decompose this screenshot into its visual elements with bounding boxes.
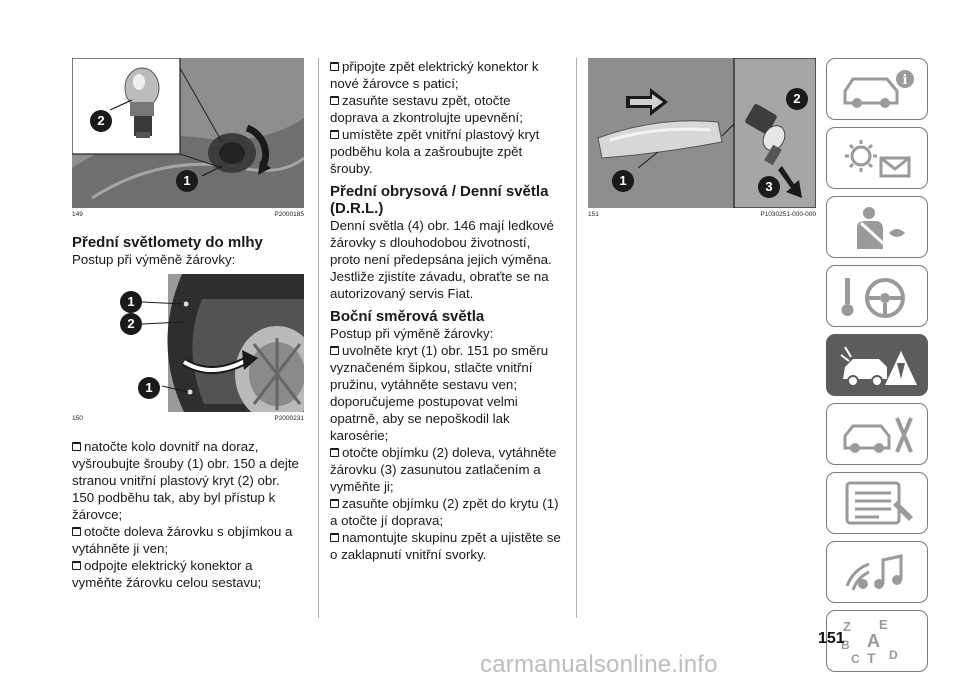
svg-text:i: i: [902, 73, 908, 88]
technical-data-icon: [839, 481, 919, 527]
list-item: umístěte zpět vnitřní plastový kryt podběhu kola a zašroubujte zpět šrouby.: [330, 127, 540, 176]
nav-tab-technical-data[interactable]: [826, 472, 928, 534]
column-divider: [576, 58, 577, 618]
checkbox-bullet-icon: [330, 346, 339, 355]
section-heading-side-indicators: Boční směrová světla: [330, 308, 485, 325]
nav-tab-emergency[interactable]: [826, 334, 928, 396]
list-item: namontujte skupinu zpět a ujistěte se o zaklapnutí vnitřní svorky.: [330, 530, 561, 562]
callout-3: 3: [758, 176, 780, 198]
section-heading-drl: Přední obrysová / Denní světla (D.R.L.): [330, 183, 549, 217]
seat-belt-safety-icon: [839, 205, 919, 251]
figure-code: P2000231: [274, 415, 304, 422]
list-item: odpojte elektrický konektor a vyměňte žárovku celou sestavu;: [72, 558, 262, 590]
page-number: 151: [818, 630, 845, 647]
checkbox-bullet-icon: [72, 527, 81, 536]
nav-tab-warning-lights[interactable]: [826, 127, 928, 189]
list-item: natočte kolo dovnitř na doraz, vyšroubujte šrouby (1) obr. 150 a dejte stranou vnitřní plastový kryt (2) obr. 150 podběhu tak, aby byl přístup k žárovce;: [72, 439, 299, 522]
callout-2: 2: [786, 88, 808, 110]
multimedia-icon: [839, 550, 919, 596]
checkbox-bullet-icon: [330, 130, 339, 139]
index-letter-z: Z: [843, 619, 851, 634]
figure-151-side-indicator: [588, 58, 816, 208]
checkbox-bullet-icon: [330, 533, 339, 542]
figure-150-caption: [72, 415, 304, 422]
column-divider: [318, 58, 319, 618]
index-icon: [839, 619, 919, 665]
bullet-list: [72, 438, 304, 591]
callout-1-bottom: 1: [138, 377, 160, 399]
callout-2: 2: [120, 313, 142, 335]
list-item: otočte objímku (2) doleva, vytáhněte žárovku (3) zasunutou zatlačením a vyměňte ji;: [330, 445, 557, 494]
callout-1-top: 1: [120, 291, 142, 313]
index-letter-t: T: [867, 650, 876, 665]
chapter-nav: [826, 58, 930, 679]
column-2: [330, 58, 562, 563]
list-item: zasuňte sestavu zpět, otočte doprava a zkontrolujte upevnění;: [330, 93, 523, 125]
nav-tab-safety[interactable]: [826, 196, 928, 258]
nav-tab-maintenance[interactable]: [826, 403, 928, 465]
index-letter-a: A: [867, 631, 880, 651]
checkbox-bullet-icon: [330, 448, 339, 457]
index-letter-b: B: [841, 638, 850, 652]
checkbox-bullet-icon: [330, 499, 339, 508]
procedure-intro: Postup při výměně žárovky:: [330, 326, 494, 341]
callout-1: 1: [176, 170, 198, 192]
figure-150-wheel-arch: [72, 274, 304, 412]
list-item: otočte doleva žárovku s objímkou a vytáhněte ji ven;: [72, 524, 293, 556]
figure-label: 150: [72, 415, 83, 422]
car-maintenance-icon: [839, 412, 919, 458]
index-letter-d: D: [889, 648, 898, 662]
checkbox-bullet-icon: [330, 62, 339, 71]
bullet-list-top: [330, 58, 562, 177]
figure-code: P1030251-000-000: [760, 211, 816, 218]
figure-149-caption: [72, 211, 304, 218]
nav-tab-car-info[interactable]: [826, 58, 928, 120]
section-heading-fog-lights: Přední světlomety do mlhy: [72, 234, 263, 251]
watermark: carmanualsonline.info: [480, 651, 718, 678]
figure-label: 149: [72, 211, 83, 218]
figure-149-fog-lamp-bulb: [72, 58, 304, 208]
checkbox-bullet-icon: [330, 96, 339, 105]
list-item: uvolněte kryt (1) obr. 151 po směru vyznačeném šipkou, stlačte vnitřní pružinu, vytáhněte sestavu ven; doporučujeme postupovat velmi opatrně, aby se nepoškodil lak karosérie;: [330, 343, 549, 443]
emergency-car-icon: [839, 343, 919, 389]
steering-wheel-icon: [839, 274, 919, 320]
checkbox-bullet-icon: [72, 561, 81, 570]
bullet-list-bottom: [330, 342, 562, 563]
procedure-intro: Postup při výměně žárovky:: [72, 252, 236, 267]
figure-label: 151: [588, 211, 599, 218]
car-info-icon: [839, 67, 919, 113]
checkbox-bullet-icon: [72, 442, 81, 451]
list-item: zasuňte objímku (2) zpět do krytu (1) a otočte jí doprava;: [330, 496, 559, 528]
nav-tab-multimedia[interactable]: [826, 541, 928, 603]
column-1: [72, 58, 304, 591]
wheel-arch-illustration: [72, 274, 304, 412]
figure-151-caption: [588, 211, 816, 218]
column-3: [588, 58, 816, 218]
warning-lights-icon: [839, 136, 919, 182]
nav-tab-starting-driving[interactable]: [826, 265, 928, 327]
list-item: připojte zpět elektrický konektor k nové žárovce s paticí;: [330, 59, 539, 91]
index-letter-c: C: [851, 652, 860, 665]
callout-2: 2: [90, 110, 112, 132]
index-letter-e: E: [879, 619, 888, 632]
figure-code: P2000185: [274, 211, 304, 218]
drl-paragraph: Denní světla (4) obr. 146 mají ledkové žárovky s dlouhodobou životností, proto není předepsána jejich výměna. Jestliže zjistíte závadu, obraťte se na autorizovaný servis Fiat.: [330, 218, 554, 301]
callout-1: 1: [612, 170, 634, 192]
